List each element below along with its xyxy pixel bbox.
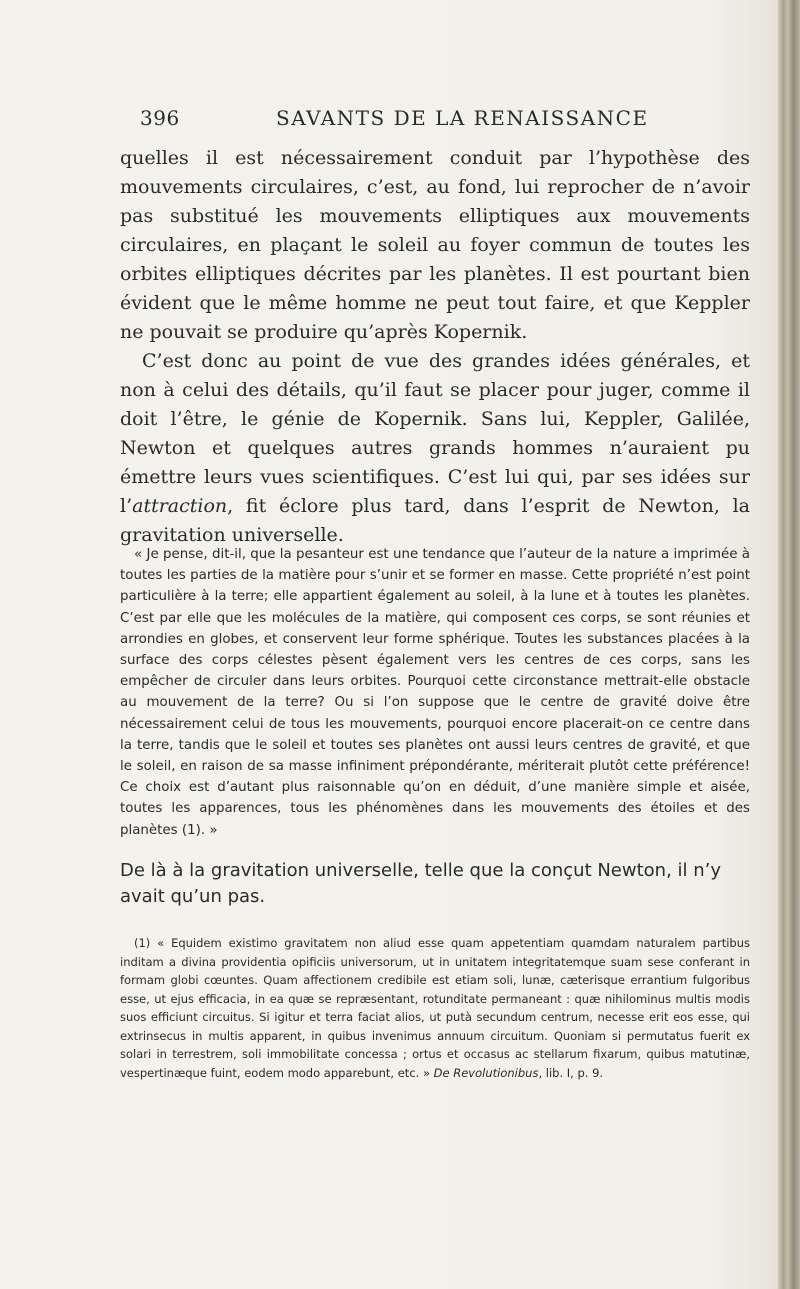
page-number: 396 [140, 106, 180, 130]
paragraph-2-end: , fit éclore plus tard, dans l’esprit de Newton, la gravitation universelle. [120, 495, 750, 546]
page-header [140, 106, 750, 136]
conclusion-paragraph: De là à la gravitation universelle, telle que la conçut Newton, il n’y avait qu’un pas. [120, 860, 722, 907]
main-text [120, 144, 750, 550]
footnote-source: De Revolutionibus [433, 1065, 539, 1080]
paragraph-2-text: C’est donc au point de vue des grandes idées générales, et non à celui des détails, qu’il faut se placer pour juger, comme il doit l’être, le génie de Kopernik. Sans lui, Keppler, Galilée, Newton et quelques autres grands hommes n’auraient pu émettre leurs vues scientifiques. C’est lui qui, par ses idées sur [120, 350, 750, 488]
kopernik-quote: « Je pense, dit-il, que la pesanteur est une tendance que l’auteur de la nature a imprimée à toutes les parties de la matière pour s’unir et se former en masse. Cette propriété n’est point particulière à la terre; elle appartient également au soleil, à la lune et à toutes les planètes. C’est par elle que les molécules de la matière, qui composent ces corps, se sont réunies et arrondies en globes, et conservent leur forme sphérique. Toutes les substances placées à la surface des corps célestes pèsent également vers les centres de ces corps, sans les empêcher de circuler dans leurs orbites. Pourquoi cette circonstance mettrait-elle obstacle au mouvement de la terre? Ou si l’on suppose que le centre de gravité doive être nécessairement celui de tous les mouvements, pourquoi encore placerait-on ce centre dans la terre, tandis que le soleil et toutes ses planètes ont aussi leurs centres de gravité, et que le soleil, en raison de sa masse infiniment prépondérante, mériterait plutôt cette préférence! Ce choix est d’autant plus raisonnable qu’on en déduit, d’une manière simple et aisée, toutes les apparences, tous les phénomènes dans les mouvements des étoiles et des planètes (1). » [120, 547, 750, 838]
paragraph-2 [120, 347, 750, 550]
attraction-term: attraction [132, 495, 228, 517]
footnote-reference: , lib. I, p. 9. [538, 1065, 604, 1080]
page-edge [778, 0, 800, 1289]
running-title: SAVANTS DE LA RENAISSANCE [276, 106, 649, 130]
footnote [120, 934, 750, 1082]
footnote-text: (1) « Equidem existimo gravitatem non aliud esse quam appetentiam quamdam naturalem partibus inditam a divina providentia opificiis universorum, ut in unitatem integritatemque suam sese conferant in formam globi cœuntes. Quam affectionem credibile est etiam soli, lunæ, cæterisque errantium fulgoribus esse, ut ejus efficacia, in ea quæ se repræsentant, rotunditate permaneant : quæ nihilominus multis modis suos efficiunt circuitus. Si igitur et terra faciat alios, ut putà secundum centrum, necesse erit eos esse, qui extrinsecus in multis apparent, in quibus invenimus annuum circuitum. Quoniam si permutatus fuerit ex solari in terrestrem, soli immobilitate concessa ; ortus et occasus ac stellarum fixarum, quibus matutinæ, vespertinæque fuint, eodem modo apparebunt, etc. » [120, 936, 750, 1080]
paragraph-1: quelles il est nécessairement conduit par l’hypothèse des mouvements circulaires, c’est, au fond, lui reprocher de n’avoir pas substitué les mouvements elliptiques aux mouvements circulaires, en plaçant le soleil au foyer commun de toutes les orbites elliptiques décrites par les planètes. Il est pourtant bien évident que le même homme ne peut tout faire, et que Keppler ne pouvait se produire qu’après Kopernik. [120, 147, 750, 343]
paragraph-2-article: l’ [120, 495, 133, 517]
